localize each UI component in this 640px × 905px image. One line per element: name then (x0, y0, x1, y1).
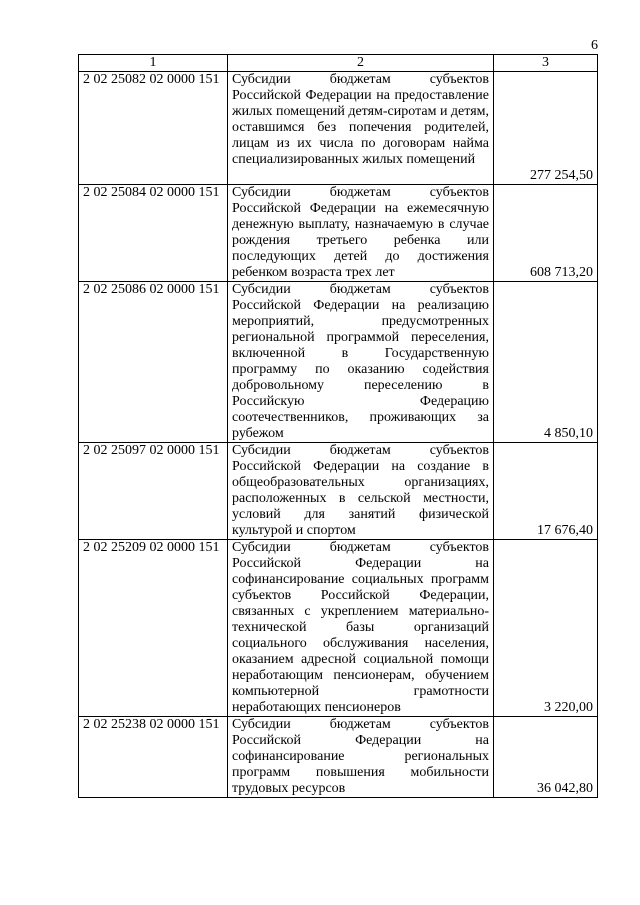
page-number: 6 (591, 38, 598, 53)
amount-cell: 17 676,40 (494, 443, 598, 540)
amount-cell: 3 220,00 (494, 540, 598, 717)
table-row (79, 282, 598, 443)
description-cell: Субсидии бюджетам субъектов Российской Федерации на ежемесячную денежную выплату, назначаемую в случае рождения третьего ребенка или последующих детей до достижения ребенком возраста трех лет (228, 185, 494, 282)
description-cell: Субсидии бюджетам субъектов Российской Федерации на создание в общеобразовательных организациях, расположенных в сельской местности, условий для занятий физической культурой и спортом (228, 443, 494, 540)
description-cell: Субсидии бюджетам субъектов Российской Федерации на реализацию мероприятий, предусмотренных региональной программой переселения, включенной в Государственную программу по оказанию содействия добровольному переселению в Российскую Федерацию соотечественников, проживающих за рубежом (228, 282, 494, 443)
budget-code-cell: 2 02 25084 02 0000 151 (79, 185, 228, 282)
description-cell: Субсидии бюджетам субъектов Российской Федерации на софинансирование региональных программ повышения мобильности трудовых ресурсов (228, 717, 494, 798)
budget-code-cell: 2 02 25086 02 0000 151 (79, 282, 228, 443)
table-row (79, 540, 598, 717)
column-header-2: 2 (228, 55, 494, 72)
budget-code-cell: 2 02 25209 02 0000 151 (79, 540, 228, 717)
amount-cell: 608 713,20 (494, 185, 598, 282)
amount-cell: 36 042,80 (494, 717, 598, 798)
table-row (79, 185, 598, 282)
amount-cell: 277 254,50 (494, 72, 598, 185)
table-row (79, 443, 598, 540)
table-row (79, 72, 598, 185)
budget-code-cell: 2 02 25097 02 0000 151 (79, 443, 228, 540)
table-header (79, 55, 598, 72)
amount-cell: 4 850,10 (494, 282, 598, 443)
table-row (79, 717, 598, 798)
budget-revenue-table (78, 54, 598, 798)
table-header-row (79, 55, 598, 72)
column-header-3: 3 (494, 55, 598, 72)
table-body (79, 72, 598, 798)
budget-code-cell: 2 02 25082 02 0000 151 (79, 72, 228, 185)
description-cell: Субсидии бюджетам субъектов Российской Федерации на софинансирование социальных программ субъектов Российской Федерации, связанных с укреплением материально-технической базы организаций социального обслуживания населения, оказанием адресной социальной помощи неработающим пенсионерам, обучением компьютерной грамотности неработающих пенсионеров (228, 540, 494, 717)
description-cell: Субсидии бюджетам субъектов Российской Федерации на предоставление жилых помещений детям-сиротам и детям, оставшимся без попечения родителей, лицам из их числа по договорам найма специализированных жилых помещений (228, 72, 494, 185)
column-header-1: 1 (79, 55, 228, 72)
budget-code-cell: 2 02 25238 02 0000 151 (79, 717, 228, 798)
